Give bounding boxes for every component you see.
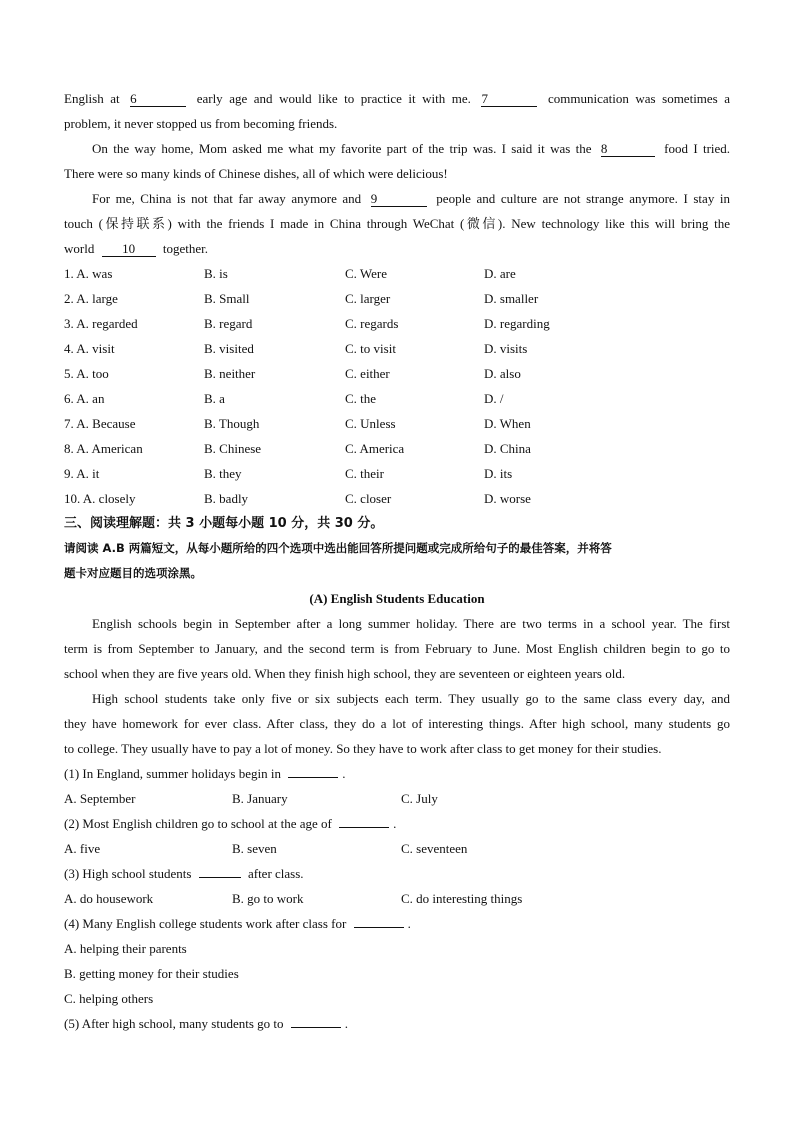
- option-c[interactable]: C. Unless: [345, 416, 396, 431]
- option-a[interactable]: 5. A. too: [64, 366, 109, 381]
- blank-7[interactable]: 7: [481, 91, 537, 107]
- option-a[interactable]: 2. A. large: [64, 291, 118, 306]
- option-a[interactable]: 3. A. regarded: [64, 316, 138, 331]
- option-d[interactable]: D. China: [484, 441, 531, 456]
- document-page: [64, 86, 730, 1036]
- option-c[interactable]: C. their: [345, 466, 384, 481]
- text-segment: together.: [162, 241, 208, 256]
- option-a[interactable]: 7. A. Because: [64, 416, 136, 431]
- blank-6[interactable]: 6: [130, 91, 186, 107]
- text-segment: For me, China is not that far away anymore and: [92, 191, 362, 206]
- passage-line-7: [64, 236, 730, 261]
- option-a[interactable]: 9. A. it: [64, 466, 100, 481]
- text-segment: On the way home, Mom asked me what my favorite part of the trip was. I said it was the: [92, 141, 592, 156]
- option-row: [64, 436, 730, 461]
- option-d[interactable]: D. regarding: [484, 316, 550, 331]
- question-2: (2) Most English children go to school at the age of .: [64, 816, 397, 831]
- option-c[interactable]: C. either: [345, 366, 390, 381]
- reading-line: term is from September to January, and the second term is from February to June. Most English children begin to go to: [64, 641, 730, 656]
- option-row: [64, 261, 730, 286]
- blank-9[interactable]: 9: [371, 191, 427, 207]
- section-heading: 三、阅读理解题：共 3 小题每小题 10 分，共 30 分。: [64, 516, 384, 531]
- option-row: [64, 411, 730, 436]
- answer-blank[interactable]: [288, 777, 338, 778]
- answer-blank[interactable]: [291, 1027, 341, 1028]
- option-c[interactable]: C. to visit: [345, 341, 396, 356]
- text-segment: people and culture are not strange anymore. I stay in: [436, 191, 730, 206]
- text-segment: world: [64, 241, 95, 256]
- option-b[interactable]: B. Though: [204, 416, 260, 431]
- option-b[interactable]: B. visited: [204, 341, 254, 356]
- option-b[interactable]: B. regard: [204, 316, 253, 331]
- answer-blank[interactable]: [354, 927, 404, 928]
- question-3-options: [64, 886, 730, 911]
- reading-line: to college. They usually have to pay a lot of money. So they have to work after class to get money for their studies.: [64, 741, 662, 756]
- option-a[interactable]: 6. A. an: [64, 391, 105, 406]
- passage-title: (A) English Students Education: [309, 591, 485, 606]
- option-row: [64, 386, 730, 411]
- question-text: (4) Many English college students work after class for: [64, 916, 347, 931]
- option-row: [64, 311, 730, 336]
- question-1-options: [64, 786, 730, 811]
- section-instructions-line-1: 请阅读 A.B 两篇短文，从每小题所给的四个选项中选出能回答所提问题或完成所给句子的最佳答案，并将答: [64, 541, 612, 555]
- passage-line-2: problem, it never stopped us from becoming friends.: [64, 116, 338, 131]
- option-b[interactable]: B. neither: [204, 366, 256, 381]
- question-text: (3) High school students: [64, 866, 192, 881]
- option-d[interactable]: D. /: [484, 391, 504, 406]
- option-row: [64, 336, 730, 361]
- passage-line-3: [64, 136, 730, 161]
- question-2-options: [64, 836, 730, 861]
- option-row: [64, 486, 730, 511]
- option-b[interactable]: B. go to work: [232, 891, 304, 906]
- option-a[interactable]: 4. A. visit: [64, 341, 115, 356]
- reading-line: they have homework for ever class. After class, they do a lot of interesting things. After high school, many students go: [64, 716, 730, 731]
- option-b[interactable]: B. is: [204, 266, 228, 281]
- text-segment: food I tried.: [664, 141, 731, 156]
- question-1: (1) In England, summer holidays begin in .: [64, 766, 346, 781]
- option-b[interactable]: B. badly: [204, 491, 249, 506]
- option-c[interactable]: C. helping others: [64, 991, 154, 1006]
- reading-line: High school students take only five or six subjects each term. They usually go to the same class every day, and: [92, 691, 730, 706]
- option-d[interactable]: D. When: [484, 416, 531, 431]
- option-c[interactable]: C. America: [345, 441, 405, 456]
- option-a[interactable]: A. five: [64, 841, 101, 856]
- passage-line-4: There were so many kinds of Chinese dishes, all of which were delicious!: [64, 166, 448, 181]
- option-b[interactable]: B. a: [204, 391, 225, 406]
- option-row: [64, 461, 730, 486]
- option-d[interactable]: D. worse: [484, 491, 531, 506]
- option-a[interactable]: A. September: [64, 791, 136, 806]
- passage-line-6: touch (保持联系) with the friends I made in China through WeChat (微信). New technology like this will bring the: [64, 216, 730, 231]
- option-d[interactable]: D. also: [484, 366, 521, 381]
- option-a[interactable]: 10. A. closely: [64, 491, 136, 506]
- option-d[interactable]: D. are: [484, 266, 516, 281]
- option-d[interactable]: D. its: [484, 466, 513, 481]
- question-5: (5) After high school, many students go to .: [64, 1016, 349, 1031]
- option-row: [64, 361, 730, 386]
- cloze-options: [64, 261, 730, 511]
- option-c[interactable]: C. regards: [345, 316, 399, 331]
- blank-10[interactable]: 10: [102, 241, 156, 257]
- option-a[interactable]: 1. A. was: [64, 266, 113, 281]
- section-instructions-line-2: 题卡对应题目的选项涂黑。: [64, 566, 202, 580]
- question-3: [64, 861, 730, 886]
- option-b[interactable]: B. January: [232, 791, 288, 806]
- question-4: (4) Many English college students work after class for .: [64, 916, 411, 931]
- text-segment: English at: [64, 91, 120, 106]
- answer-blank[interactable]: [339, 827, 389, 828]
- option-c[interactable]: C. seventeen: [401, 841, 468, 856]
- passage-line-5: [64, 186, 730, 211]
- question-text: (5) After high school, many students go to: [64, 1016, 284, 1031]
- option-b[interactable]: B. Chinese: [204, 441, 262, 456]
- option-b[interactable]: B. they: [204, 466, 242, 481]
- option-c[interactable]: C. larger: [345, 291, 391, 306]
- answer-blank[interactable]: [199, 877, 241, 878]
- text-segment: early age and would like to practice it with me.: [196, 91, 471, 106]
- option-b[interactable]: B. Small: [204, 291, 250, 306]
- option-b[interactable]: B. seven: [232, 841, 277, 856]
- reading-line: school when they are five years old. When they finish high school, they are seventeen or eighteen years old.: [64, 666, 626, 681]
- passage-line-1: [64, 86, 730, 111]
- option-c[interactable]: C. the: [345, 391, 377, 406]
- option-c[interactable]: C. closer: [345, 491, 392, 506]
- blank-8[interactable]: 8: [601, 141, 655, 157]
- reading-line: English schools begin in September after a long summer holiday. There are two terms in a school year. The first: [92, 616, 730, 631]
- question-text: after class.: [247, 866, 304, 881]
- option-a[interactable]: 8. A. American: [64, 441, 143, 456]
- option-a[interactable]: A. do housework: [64, 891, 154, 906]
- option-d[interactable]: D. smaller: [484, 291, 539, 306]
- option-a[interactable]: A. helping their parents: [64, 941, 187, 956]
- text-segment: communication was sometimes a: [548, 91, 731, 106]
- option-row: [64, 286, 730, 311]
- question-text: (1) In England, summer holidays begin in: [64, 766, 281, 781]
- question-text: (2) Most English children go to school at the age of: [64, 816, 332, 831]
- option-c[interactable]: C. July: [401, 791, 438, 806]
- option-d[interactable]: D. visits: [484, 341, 528, 356]
- option-b[interactable]: B. getting money for their studies: [64, 966, 239, 981]
- option-c[interactable]: C. do interesting things: [401, 891, 523, 906]
- option-c[interactable]: C. Were: [345, 266, 388, 281]
